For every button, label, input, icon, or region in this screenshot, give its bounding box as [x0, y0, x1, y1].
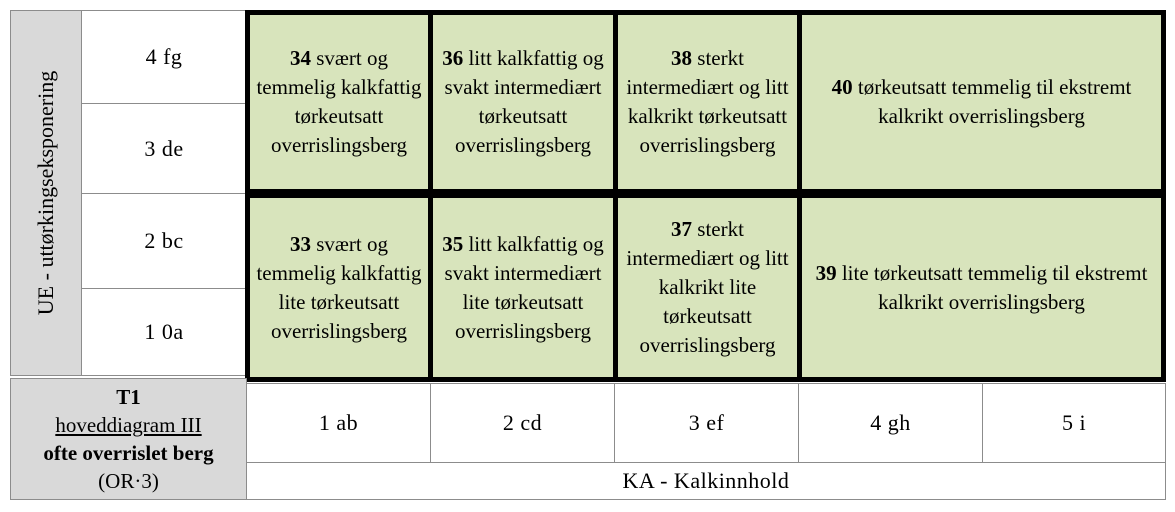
ka-axis-title: KA - Kalkinnhold	[246, 462, 1166, 500]
type-number: 39	[815, 260, 837, 285]
ue-axis-title-cell	[10, 10, 82, 376]
type-description: sterkt intermediært og litt kalkrikt lite tørkeutsatt overrislingsberg	[626, 217, 789, 357]
type-number: 35	[442, 231, 464, 256]
type-description: litt kalkfattig og svakt intermediært tørkeutsatt overrislingsberg	[444, 46, 604, 157]
ka-level-4: 4 gh	[798, 383, 983, 463]
type-description: lite tørkeutsatt temmelig til ekstremt kalkrikt overrislingsberg	[841, 260, 1148, 314]
type-description: svært og temmelig kalkfattig lite tørkeutsatt overrislingsberg	[256, 231, 422, 343]
type-cell-33	[245, 193, 433, 382]
corner-code: T1	[116, 385, 141, 409]
ka-level-1: 1 ab	[246, 383, 431, 463]
type-description: sterkt intermediært og litt kalkrikt tørkeutsatt overrislingsberg	[626, 46, 789, 157]
corner-ref: (OR·3)	[98, 469, 159, 493]
type-description: litt kalkfattig og svakt intermediært lite tørkeutsatt overrislingsberg	[444, 231, 604, 343]
ka-level-2: 2 cd	[430, 383, 615, 463]
type-number: 38	[671, 46, 693, 70]
ue-axis-title: UE - uttørkingseksponering	[33, 70, 58, 316]
type-description: tørkeutsatt temmelig til ekstremt kalkrikt overrislingsberg	[857, 75, 1132, 128]
type-description: svært og temmelig kalkfattig tørkeutsatt overrislingsberg	[256, 46, 422, 157]
type-cell-35	[428, 193, 618, 382]
type-number: 34	[289, 46, 311, 70]
corner-diagram-link[interactable]: hoveddiagram III	[55, 413, 202, 437]
ue-level-2: 2 bc	[81, 193, 247, 289]
type-number: 40	[831, 75, 853, 99]
corner-name: ofte overrislet berg	[43, 441, 214, 465]
type-number: 36	[442, 46, 464, 70]
ue-level-3: 3 de	[81, 103, 247, 194]
ka-level-5: 5 i	[982, 383, 1166, 463]
type-cell-38	[613, 10, 802, 194]
ue-level-1: 1 0a	[81, 288, 247, 376]
ue-level-4: 4 fg	[81, 10, 247, 104]
type-cell-37	[613, 193, 802, 382]
corner-t1-cell	[10, 378, 247, 500]
type-number: 37	[671, 217, 693, 241]
type-cell-34	[245, 10, 433, 194]
type-cell-40	[797, 10, 1166, 194]
type-cell-36	[428, 10, 618, 194]
type-cell-39	[797, 193, 1166, 382]
type-number: 33	[289, 231, 311, 256]
ka-level-3: 3 ef	[614, 383, 799, 463]
